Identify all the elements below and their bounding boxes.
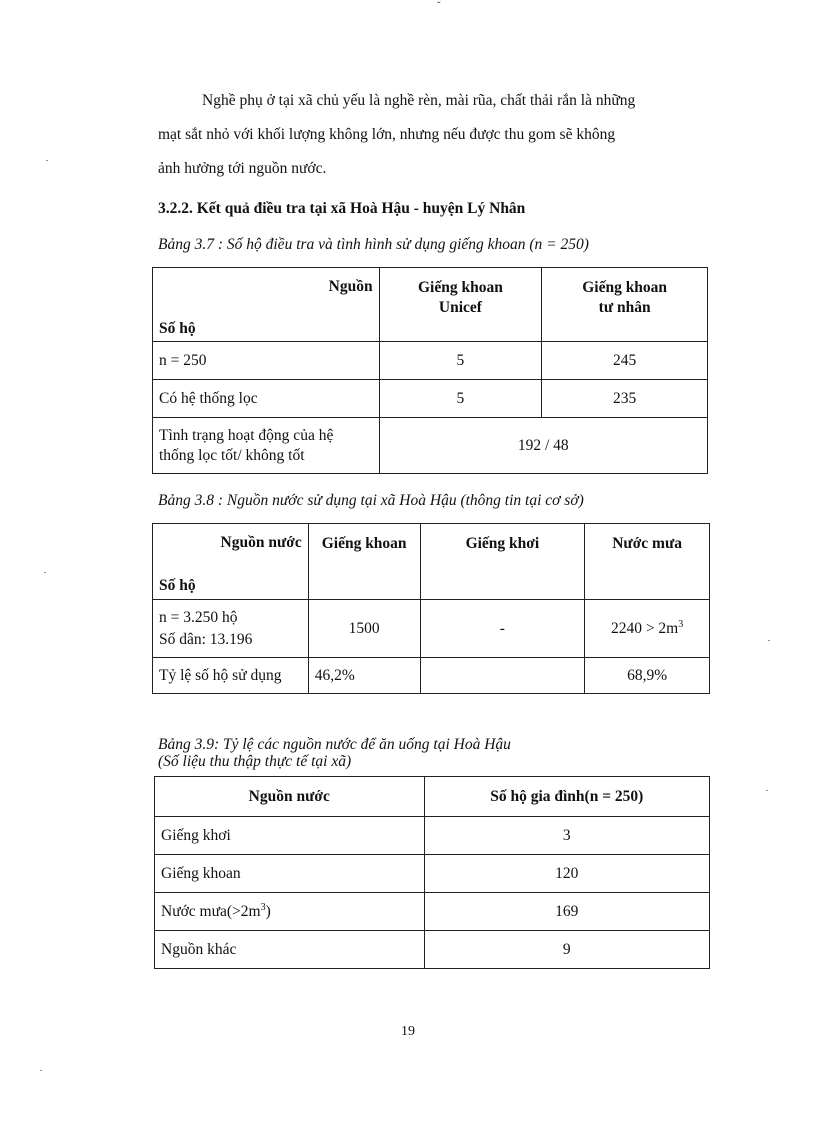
table-3-7-caption: Bảng 3.7 : Số hộ điều tra và tình hình sử dụng giếng khoan (n = 250) — [158, 236, 589, 253]
page-number: 19 — [401, 1024, 415, 1039]
table-3-8 — [152, 523, 710, 694]
scan-speck — [40, 1070, 42, 1071]
table2-corner-households: Số hộ — [153, 562, 309, 600]
table-row: Tỷ lệ số hộ sử dụng 46,2% 68,9% — [153, 658, 710, 694]
table-3-7 — [152, 267, 708, 474]
table-row: Có hệ thống lọc 5 235 — [153, 380, 708, 418]
table3-col-households: Số hộ gia đình(n = 250) — [424, 777, 709, 817]
table2-corner-source: Nguồn nước — [153, 524, 309, 562]
paragraph-line-1: Nghề phụ ở tại xã chủ yếu là nghề rèn, mài rũa, chất thải rắn là những — [202, 92, 636, 109]
table-row: Nguồn khác 9 — [155, 931, 710, 969]
body-paragraph — [158, 84, 702, 186]
scan-speck — [766, 790, 768, 791]
table-row: Nước $mưa(>2m^3)$ 169 — [155, 893, 710, 931]
table1-col-unicef: Giếng khoan Unicef — [379, 268, 542, 342]
table-3-8-caption: Bảng 3.8 : Nguồn nước sử dụng tại xã Hoà Hậu (thông tin tại cơ sở) — [158, 492, 584, 509]
table-row: n = 250 5 245 — [153, 342, 708, 380]
table1-corner-households: Số hộ — [153, 306, 380, 342]
filter-status-value: 192 / 48 — [379, 418, 707, 474]
table2-col-drilled-well: Giếng khoan — [308, 524, 420, 600]
table-row: Giếng khoan 120 — [155, 855, 710, 893]
scan-speck — [44, 572, 46, 573]
table2-col-rainwater: Nước mưa — [585, 524, 710, 600]
table-3-9-caption: Bảng 3.9: Tỷ lệ các nguồn nước để ăn uống tại Hoà Hậu (Số liệu thu thập thực tế tại xã) — [158, 736, 511, 770]
scan-mark-top: ˇ — [437, 0, 441, 12]
scan-speck — [46, 160, 48, 161]
table3-col-source: Nguồn nước — [155, 777, 425, 817]
paragraph-line-2: mạt sắt nhỏ với khối lượng không lớn, nhưng nếu được thu gom sẽ không — [158, 126, 616, 143]
table-row: Tình trạng hoạt động của hệ thống lọc tốt/ không tốt 192 / 48 — [153, 418, 708, 474]
table1-corner-source: Nguồn — [153, 268, 380, 306]
table2-col-dug-well: Giếng khơi — [420, 524, 585, 600]
table-row: Giếng khơi 3 — [155, 817, 710, 855]
table-3-9 — [154, 776, 710, 969]
paragraph-line-3: ảnh hưởng tới nguồn nước. — [158, 160, 327, 177]
scan-speck — [768, 640, 770, 641]
table1-col-private: Giếng khoan tư nhân — [542, 268, 708, 342]
table-row: n = 3.250 hộ Số dân: 13.196 1500 - $2240 > 2m^3$ — [153, 600, 710, 658]
section-heading: 3.2.2. Kết quả điều tra tại xã Hoà Hậu - huyện Lý Nhân — [158, 200, 526, 217]
